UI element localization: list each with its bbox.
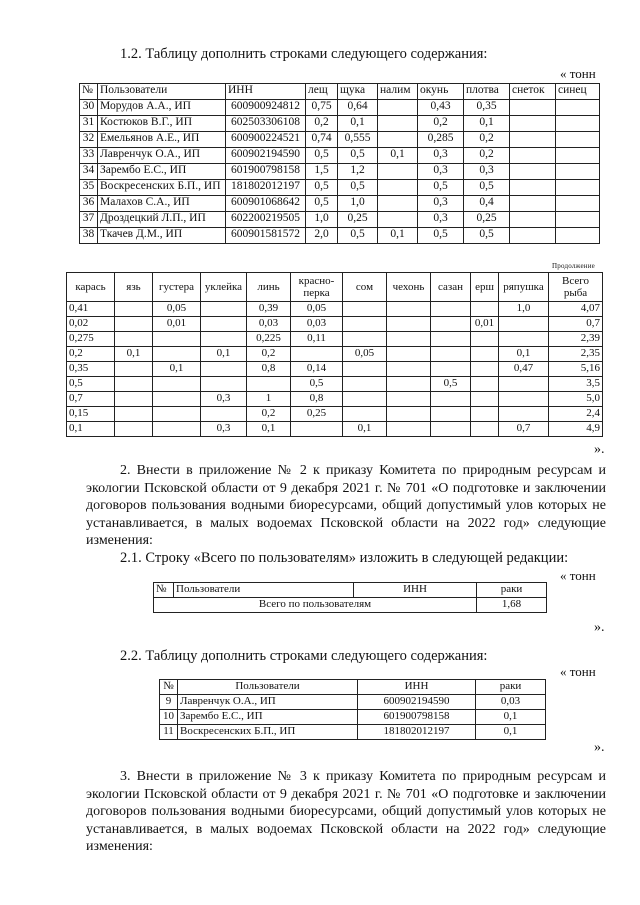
table-cell: 0,39 [247, 302, 291, 317]
table-cell: 181802012197 [226, 180, 306, 196]
table-cell [471, 422, 499, 437]
column-header: линь [247, 273, 291, 302]
table-cell [556, 180, 600, 196]
table-cell: 0,03 [476, 695, 546, 710]
table-cell [343, 317, 387, 332]
column-header: ерш [471, 273, 499, 302]
table-cell: 0,14 [291, 362, 343, 377]
table-cell: 36 [80, 196, 98, 212]
table-cell: Костюков В.Г., ИП [98, 116, 226, 132]
table-cell: 0,3 [418, 212, 464, 228]
table-cell: 600900224521 [226, 132, 306, 148]
table-cell [115, 377, 153, 392]
header-inn: ИНН [354, 583, 477, 598]
table-cell: 0,225 [247, 332, 291, 347]
column-header: плотва [464, 84, 510, 100]
header-number: № [154, 583, 174, 598]
table-cell [556, 212, 600, 228]
table-cell [387, 392, 431, 407]
table-users-fish-2 [66, 272, 603, 437]
table-row [80, 116, 600, 132]
table-cell: Лавренчук О.А., ИП [178, 695, 358, 710]
table-cell: 0,4 [464, 196, 510, 212]
table-cell [201, 332, 247, 347]
table-cell: 0,02 [67, 317, 115, 332]
table-cell [431, 392, 471, 407]
table-cell: Воскресенских Б.П., ИП [178, 725, 358, 740]
column-header: № [160, 680, 178, 695]
table-cell [153, 392, 201, 407]
table-cell [499, 377, 549, 392]
table-cell: 0,11 [291, 332, 343, 347]
table-cell [556, 132, 600, 148]
table-cell: 0,05 [153, 302, 201, 317]
table-cell: Дроздецкий Л.П., ИП [98, 212, 226, 228]
table-cell: 0,2 [67, 347, 115, 362]
table-cell: 5,16 [549, 362, 603, 377]
table-cell [153, 422, 201, 437]
table-cell: 0,15 [67, 407, 115, 422]
table-cell [378, 196, 418, 212]
table-cell [556, 196, 600, 212]
table-cell: 0,555 [338, 132, 378, 148]
table-cell: 601900798158 [226, 164, 306, 180]
table-cell: 0,2 [464, 148, 510, 164]
table-cell: 0,1 [153, 362, 201, 377]
table-cell: 0,1 [338, 116, 378, 132]
table-row [67, 302, 603, 317]
table-cell [343, 392, 387, 407]
table-cell [378, 116, 418, 132]
table-row [80, 148, 600, 164]
table-row [80, 132, 600, 148]
table-cell [471, 392, 499, 407]
column-header: окунь [418, 84, 464, 100]
section-1-2-heading: 1.2. Таблицу дополнить строками следующего содержания: [120, 46, 488, 62]
table-cell [431, 332, 471, 347]
column-header: Всего рыба [549, 273, 603, 302]
table-cell [387, 347, 431, 362]
paragraph-3: 3. Внести в приложение № 3 к приказу Комитета по природным ресурсам и экологии Псковской области от 9 декабря 2021 г. № 701 «О подготовке и заключении договоров пользования водными биоресурсами, общий допустимый улов которых не устанавливается, в малых водоемах Псковской области на 2022 год» следующие изменения: [86, 769, 606, 854]
table-cell: 602200219505 [226, 212, 306, 228]
table-cell [343, 362, 387, 377]
unit-label-2-2: « тонн [560, 664, 596, 679]
table-cell: 0,03 [291, 317, 343, 332]
table-cell: 34 [80, 164, 98, 180]
table-cell [431, 422, 471, 437]
table-row [80, 100, 600, 116]
table-cell [499, 392, 549, 407]
column-header: раки [476, 680, 546, 695]
table-cell: 0,5 [431, 377, 471, 392]
column-header: уклейка [201, 273, 247, 302]
table-cell: 602503306108 [226, 116, 306, 132]
table-cell [431, 302, 471, 317]
table-cell [387, 332, 431, 347]
table-cell: 0,5 [418, 228, 464, 244]
table-cell [115, 332, 153, 347]
table-cell: 0,5 [338, 148, 378, 164]
table-cell: 0,275 [67, 332, 115, 347]
table-cell: Малахов С.А., ИП [98, 196, 226, 212]
table-cell: 10 [160, 710, 178, 725]
table-cell: 2,0 [306, 228, 338, 244]
table-cell [153, 332, 201, 347]
table-cell [153, 347, 201, 362]
column-header: ИНН [358, 680, 476, 695]
table-cell [510, 196, 556, 212]
table-cell [471, 332, 499, 347]
table-cell [387, 362, 431, 377]
table-cell [471, 362, 499, 377]
table-users-fish-1 [79, 83, 600, 244]
table-row [67, 347, 603, 362]
table-cell [378, 100, 418, 116]
table-cell: 0,8 [291, 392, 343, 407]
table-cell [291, 347, 343, 362]
table-cell: 0,5 [291, 377, 343, 392]
table-cell: 0,3 [201, 422, 247, 437]
table-cell: Воскресенских Б.П., ИП [98, 180, 226, 196]
table-cell [201, 407, 247, 422]
table-row [80, 164, 600, 180]
table-cell: 0,5 [67, 377, 115, 392]
table-cell: 0,5 [464, 180, 510, 196]
total-value: 1,68 [477, 598, 547, 613]
table-cell: 0,1 [476, 710, 546, 725]
table-cell: Ткачев Д.М., ИП [98, 228, 226, 244]
table-cell [471, 347, 499, 362]
table-cell: 600901068642 [226, 196, 306, 212]
table-row [67, 317, 603, 332]
table-cell: 0,5 [418, 180, 464, 196]
table-cell: 0,3 [418, 196, 464, 212]
table-cell [556, 148, 600, 164]
table-cell: 0,35 [464, 100, 510, 116]
total-label: Всего по пользователям [154, 598, 477, 613]
unit-label-2-1: « тонн [560, 568, 596, 583]
table-cell: 0,47 [499, 362, 549, 377]
table-cell: 0,5 [306, 148, 338, 164]
table-cell: 0,3 [201, 392, 247, 407]
table-cell: 0,8 [247, 362, 291, 377]
table-cell [499, 332, 549, 347]
table-cell: 11 [160, 725, 178, 740]
table-cell: 0,1 [67, 422, 115, 437]
table-cell: 600900924812 [226, 100, 306, 116]
table-cell: 4,07 [549, 302, 603, 317]
table-cell: 600902194590 [358, 695, 476, 710]
table-cell [431, 317, 471, 332]
table-cell [431, 407, 471, 422]
table-cell [343, 377, 387, 392]
table-cell: 0,2 [418, 116, 464, 132]
table-row [67, 407, 603, 422]
table-cell: 0,1 [378, 148, 418, 164]
table-row [160, 695, 546, 710]
table-cell: 0,41 [67, 302, 115, 317]
table-cell [387, 302, 431, 317]
table-cell: 9 [160, 695, 178, 710]
table-row [67, 392, 603, 407]
table-cell: Зарембо Е.С., ИП [178, 710, 358, 725]
table-cell [387, 377, 431, 392]
table-cell [201, 302, 247, 317]
table-cell [499, 407, 549, 422]
table-cell: 0,43 [418, 100, 464, 116]
column-header: карась [67, 273, 115, 302]
table-cell [378, 180, 418, 196]
table-cell [153, 377, 201, 392]
table-total-users [153, 582, 547, 613]
continuation-label: Продолжение [552, 262, 595, 270]
table-cell [291, 422, 343, 437]
table-cell: 0,1 [499, 347, 549, 362]
table-cell [115, 362, 153, 377]
table-cell: 1,0 [499, 302, 549, 317]
table-cell: 31 [80, 116, 98, 132]
table-cell [343, 407, 387, 422]
table-cell [387, 407, 431, 422]
table-cell: Морудов А.А., ИП [98, 100, 226, 116]
table-cell: Зарембо Е.С., ИП [98, 164, 226, 180]
table-cell [387, 317, 431, 332]
table-cell [556, 164, 600, 180]
section-2-2-heading: 2.2. Таблицу дополнить строками следующего содержания: [120, 648, 488, 664]
table-cell: 181802012197 [358, 725, 476, 740]
table-cell: 0,5 [338, 180, 378, 196]
unit-label: « тонн [560, 66, 596, 81]
table-cell: 1,5 [306, 164, 338, 180]
table-cell [556, 228, 600, 244]
table-cell [431, 362, 471, 377]
table-cell: 32 [80, 132, 98, 148]
table-cell: 38 [80, 228, 98, 244]
table-cell: 0,25 [291, 407, 343, 422]
table-cell [115, 317, 153, 332]
column-header: Пользователи [98, 84, 226, 100]
table-cell: 0,64 [338, 100, 378, 116]
table-cell: 0,05 [291, 302, 343, 317]
column-header: налим [378, 84, 418, 100]
section-2-1-heading: 2.1. Строку «Всего по пользователям» изложить в следующей редакции: [120, 550, 569, 566]
table-cell: 0,7 [67, 392, 115, 407]
table-cell: 0,01 [471, 317, 499, 332]
table-cell: 5,0 [549, 392, 603, 407]
table-cell: 0,1 [378, 228, 418, 244]
table-cell [431, 347, 471, 362]
table-cell [115, 392, 153, 407]
table-row [80, 180, 600, 196]
table-cell [471, 377, 499, 392]
table-cell [115, 422, 153, 437]
table-row [67, 332, 603, 347]
column-header: лещ [306, 84, 338, 100]
table-cell: 0,5 [464, 228, 510, 244]
table-cell: 0,7 [499, 422, 549, 437]
table-cell: 0,74 [306, 132, 338, 148]
table-cell: 1,0 [306, 212, 338, 228]
table-cell: 0,75 [306, 100, 338, 116]
table-cell [378, 212, 418, 228]
table-cell [556, 100, 600, 116]
table-cell [510, 100, 556, 116]
table-cell: Лавренчук О.А., ИП [98, 148, 226, 164]
table-row [80, 212, 600, 228]
table-cell: 0,1 [464, 116, 510, 132]
column-header: сазан [431, 273, 471, 302]
table-row [67, 377, 603, 392]
column-header: снеток [510, 84, 556, 100]
table-cell [153, 407, 201, 422]
closing-quote-1: ». [594, 442, 605, 457]
column-header: ИНН [226, 84, 306, 100]
table-cell: 1 [247, 392, 291, 407]
column-header: ряпушка [499, 273, 549, 302]
table-cell [510, 180, 556, 196]
table-cell: 0,2 [247, 347, 291, 362]
table-row [67, 362, 603, 377]
table-cell: 0,2 [247, 407, 291, 422]
table-cell: 0,5 [338, 228, 378, 244]
table-cell [201, 317, 247, 332]
column-header: Пользователи [178, 680, 358, 695]
table-cell: 0,25 [464, 212, 510, 228]
table-cell: 0,1 [247, 422, 291, 437]
table-cell [510, 132, 556, 148]
table-cell: 0,3 [464, 164, 510, 180]
table-cell: 37 [80, 212, 98, 228]
table-cell [471, 302, 499, 317]
table-cell: 0,2 [464, 132, 510, 148]
column-header: синец [556, 84, 600, 100]
table-crayfish-users [159, 679, 546, 740]
table-cell: 2,39 [549, 332, 603, 347]
column-header: № [80, 84, 98, 100]
table-cell [499, 317, 549, 332]
table-cell: 4,9 [549, 422, 603, 437]
table-cell: 30 [80, 100, 98, 116]
paragraph-2: 2. Внести в приложение № 2 к приказу Комитета по природным ресурсам и экологии Псковской области от 9 декабря 2021 г. № 701 «О подготовке и заключении договоров пользования водными биоресурсами, общий допустимый улов которых не устанавливается, в малых водоемах Псковской области на 2022 год» следующие изменения: [86, 463, 606, 548]
table-cell: 0,5 [306, 196, 338, 212]
table-cell: 0,285 [418, 132, 464, 148]
header-users: Пользователи [174, 583, 354, 598]
table-cell: 0,03 [247, 317, 291, 332]
table-cell [510, 148, 556, 164]
table-cell: 0,35 [67, 362, 115, 377]
table-cell: 1,2 [338, 164, 378, 180]
table-cell: 600902194590 [226, 148, 306, 164]
table-cell: 0,1 [201, 347, 247, 362]
column-header: чехонь [387, 273, 431, 302]
table-cell: 0,2 [306, 116, 338, 132]
table-cell: 0,05 [343, 347, 387, 362]
column-header: щука [338, 84, 378, 100]
table-cell: 0,3 [418, 148, 464, 164]
closing-quote-3: ». [594, 740, 605, 755]
table-cell [115, 407, 153, 422]
table-cell [343, 332, 387, 347]
table-cell: 0,5 [306, 180, 338, 196]
table-cell [387, 422, 431, 437]
table-row [67, 422, 603, 437]
header-crayfish: раки [477, 583, 547, 598]
table-cell: 0,25 [338, 212, 378, 228]
table-cell: 2,35 [549, 347, 603, 362]
column-header: сом [343, 273, 387, 302]
table-cell: 35 [80, 180, 98, 196]
table-cell [510, 212, 556, 228]
table-cell [510, 116, 556, 132]
table-cell [471, 407, 499, 422]
table-cell [343, 302, 387, 317]
table-cell: 601900798158 [358, 710, 476, 725]
column-header: красно-перка [291, 273, 343, 302]
table-cell [510, 228, 556, 244]
table-cell: 3,5 [549, 377, 603, 392]
table-cell [115, 302, 153, 317]
table-cell: 0,1 [343, 422, 387, 437]
table-cell [201, 377, 247, 392]
table-cell: 0,3 [418, 164, 464, 180]
column-header: язь [115, 273, 153, 302]
table-cell: Емельянов А.Е., ИП [98, 132, 226, 148]
table-cell: 0,1 [115, 347, 153, 362]
table-cell: 1,0 [338, 196, 378, 212]
table-cell [510, 164, 556, 180]
table-cell [247, 377, 291, 392]
table-cell [201, 362, 247, 377]
table-cell: 0,7 [549, 317, 603, 332]
table-cell: 600901581572 [226, 228, 306, 244]
table-cell: 0,01 [153, 317, 201, 332]
table-row [160, 725, 546, 740]
table-cell [556, 116, 600, 132]
closing-quote-2: ». [594, 620, 605, 635]
table-cell [378, 164, 418, 180]
table-cell: 0,1 [476, 725, 546, 740]
table-cell [378, 132, 418, 148]
table-row [80, 196, 600, 212]
table-row [80, 228, 600, 244]
column-header: густера [153, 273, 201, 302]
table-row [160, 710, 546, 725]
table-cell: 2,4 [549, 407, 603, 422]
table-cell: 33 [80, 148, 98, 164]
